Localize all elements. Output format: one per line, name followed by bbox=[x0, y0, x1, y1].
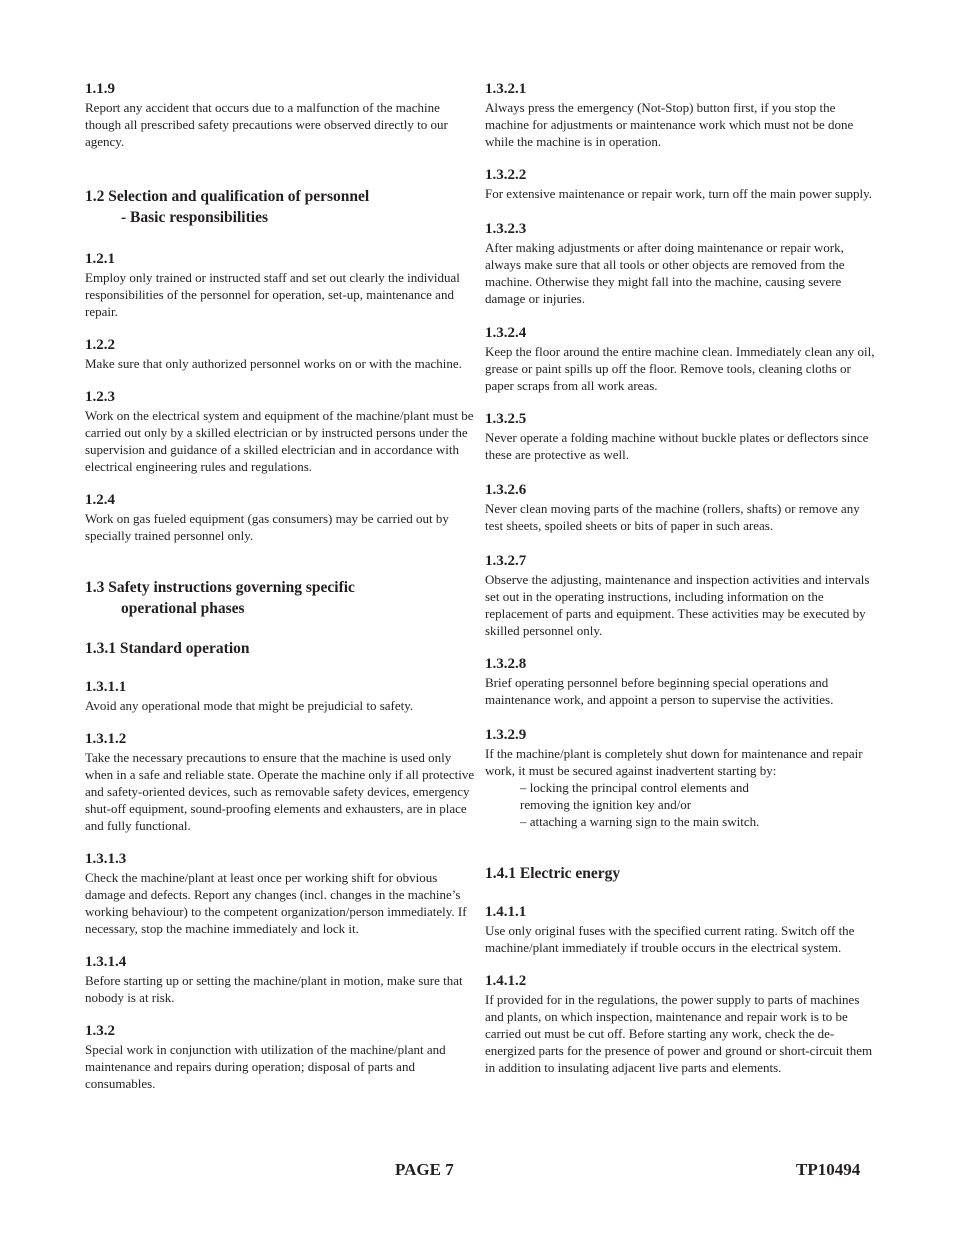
section-1-3-2 bbox=[85, 1022, 475, 1092]
section-text: Keep the floor around the entire machine clean. Immediately clean any oil, grease or paint spills up off the floor. Remove tools, cleaning cloths or paper scraps from all work areas. bbox=[485, 344, 875, 393]
section-1-3-2-3 bbox=[485, 220, 875, 307]
section-1-2-4 bbox=[85, 491, 475, 544]
section-text: Before starting up or setting the machine/plant in motion, make sure that nobody is at risk. bbox=[85, 973, 463, 1005]
section-1-3-2-5 bbox=[485, 410, 875, 463]
heading-1-3 bbox=[85, 577, 475, 619]
document-code: TP10494 bbox=[796, 1160, 861, 1179]
section-text: Employ only trained or instructed staff and set out clearly the individual responsibilities of the personnel for operation, set-up, maintenance and repair. bbox=[85, 270, 460, 319]
section-number: 1.3.2.6 bbox=[485, 482, 527, 498]
section-text: For extensive maintenance or repair work, turn off the main power supply. bbox=[485, 186, 872, 201]
section-text: Never clean moving parts of the machine (rollers, shafts) or remove any test sheets, spoiled sheets or bits of paper in such areas. bbox=[485, 501, 860, 533]
section-text: Report any accident that occurs due to a malfunction of the machine though all prescribed safety precautions were observed directly to our agency. bbox=[85, 100, 448, 149]
right-column bbox=[485, 80, 875, 1076]
section-text: If the machine/plant is completely shut down for maintenance and repair work, it must be secured against inadvertent starting by: bbox=[485, 746, 863, 778]
section-text: If provided for in the regulations, the power supply to parts of machines and plants, on which inspection, maintenance and repair work is to be carried out must be cut off. Before starting any work, check the de-energized parts for the presence of power and ground or short-circuit them in addition to insulating adjacent live parts and elements. bbox=[485, 992, 873, 1075]
section-1-3-1-4 bbox=[85, 953, 475, 1006]
section-1-3-2-2 bbox=[485, 166, 875, 202]
section-1-3-2-4 bbox=[485, 324, 875, 394]
list-item: – attaching a warning sign to the main switch. bbox=[520, 814, 760, 829]
section-number: 1.3.2.2 bbox=[485, 167, 527, 183]
section-text: After making adjustments or after doing maintenance or repair work, always make sure that all tools or other objects are removed from the machine. Otherwise they might fall into the machine, causing severe damage or injuries. bbox=[485, 240, 845, 306]
heading-line-continued: operational phases bbox=[121, 600, 245, 617]
heading-line: 1.2 Selection and qualification of personnel bbox=[85, 188, 370, 205]
section-number: 1.3.1.1 bbox=[85, 679, 127, 695]
section-number: 1.2.2 bbox=[85, 337, 115, 353]
section-text: Avoid any operational mode that might be prejudicial to safety. bbox=[85, 698, 414, 713]
heading-line: 1.3.1 Standard operation bbox=[85, 640, 250, 657]
section-text: Check the machine/plant at least once per working shift for obvious damage and defects. Report any changes (incl. changes in the machine’s working behaviour) to the competent organization/person immediately. If necessary, stop the machine immediately and lock it. bbox=[85, 870, 467, 936]
page-number: PAGE 7 bbox=[395, 1160, 454, 1179]
section-1-4-1-1 bbox=[485, 903, 875, 956]
section-number: 1.3.2.3 bbox=[485, 221, 527, 237]
section-number: 1.2.3 bbox=[85, 389, 115, 405]
section-number: 1.2.1 bbox=[85, 251, 115, 267]
section-number: 1.3.2.7 bbox=[485, 553, 527, 569]
section-1-3-1-3 bbox=[85, 850, 475, 937]
section-text: Always press the emergency (Not-Stop) button first, if you stop the machine for adjustments or maintenance work which must not be done while the machine is in operation. bbox=[485, 100, 854, 149]
section-text: Work on gas fueled equipment (gas consumers) may be carried out by specially trained personnel only. bbox=[85, 511, 449, 543]
section-1-2-2 bbox=[85, 336, 475, 372]
section-number: 1.4.1.2 bbox=[485, 973, 527, 989]
section-1-3-2-7 bbox=[485, 552, 875, 639]
section-text: Take the necessary precautions to ensure that the machine is used only when in a safe and reliable state. Operate the machine only if all protective and safety-oriented devices, such as removable safety devices, emergency shut-off equipment, sound-proofing elements and exhausters, are in place and fully functional. bbox=[85, 750, 475, 833]
section-number: 1.3.1.2 bbox=[85, 731, 127, 747]
section-number: 1.3.2.5 bbox=[485, 411, 527, 427]
heading-line-continued: - Basic responsibilities bbox=[121, 209, 268, 226]
heading-1-3-1 bbox=[85, 638, 475, 659]
section-1-3-2-6 bbox=[485, 481, 875, 534]
section-1-3-1-1 bbox=[85, 678, 475, 714]
section-number: 1.2.4 bbox=[85, 492, 115, 508]
list-item: removing the ignition key and/or bbox=[520, 797, 692, 812]
section-text: Make sure that only authorized personnel works on or with the machine. bbox=[85, 356, 462, 371]
section-number: 1.4.1.1 bbox=[485, 904, 527, 920]
section-1-1-9 bbox=[85, 80, 475, 150]
section-text: Observe the adjusting, maintenance and inspection activities and intervals set out in the operating instructions, including information on the replacement of parts and equipment. These activities may be executed by skilled personnel only. bbox=[485, 572, 870, 638]
section-number: 1.3.2.1 bbox=[485, 81, 527, 97]
section-1-4-1-2 bbox=[485, 972, 875, 1076]
section-text: Never operate a folding machine without buckle plates or deflectors since these are protective as well. bbox=[485, 430, 869, 462]
section-1-2-3 bbox=[85, 388, 475, 475]
section-number: 1.3.2.4 bbox=[485, 325, 527, 341]
section-text: Brief operating personnel before beginning special operations and maintenance work, and appoint a person to supervise the activities. bbox=[485, 675, 834, 707]
section-1-3-2-8 bbox=[485, 655, 875, 708]
section-text: Use only original fuses with the specified current rating. Switch off the machine/plant immediately if trouble occurs in the electrical system. bbox=[485, 923, 855, 955]
section-1-2-1 bbox=[85, 250, 475, 320]
section-number: 1.3.2.9 bbox=[485, 727, 527, 743]
section-number: 1.3.1.3 bbox=[85, 851, 127, 867]
section-number: 1.3.1.4 bbox=[85, 954, 127, 970]
heading-line: 1.3 Safety instructions governing specific bbox=[85, 579, 355, 596]
left-column bbox=[85, 80, 475, 1092]
section-text: Work on the electrical system and equipment of the machine/plant must be carried out only by a skilled electrician or by instructed persons under the supervision and guidance of a skilled electrician and in accordance with electrical engineering rules and regulations. bbox=[85, 408, 474, 474]
section-text: Special work in conjunction with utilization of the machine/plant and maintenance and repairs during operation; disposal of parts and consumables. bbox=[85, 1042, 446, 1091]
section-1-3-2-1 bbox=[485, 80, 875, 150]
section-1-3-2-9 bbox=[485, 726, 875, 830]
heading-1-2 bbox=[85, 186, 475, 228]
list-item: – locking the principal control elements and bbox=[520, 780, 749, 795]
precaution-list bbox=[485, 779, 875, 830]
heading-line: 1.4.1 Electric energy bbox=[485, 865, 621, 882]
section-number: 1.1.9 bbox=[85, 81, 115, 97]
heading-1-4-1 bbox=[485, 863, 875, 884]
section-number: 1.3.2.8 bbox=[485, 656, 527, 672]
section-1-3-1-2 bbox=[85, 730, 475, 834]
section-number: 1.3.2 bbox=[85, 1023, 115, 1039]
